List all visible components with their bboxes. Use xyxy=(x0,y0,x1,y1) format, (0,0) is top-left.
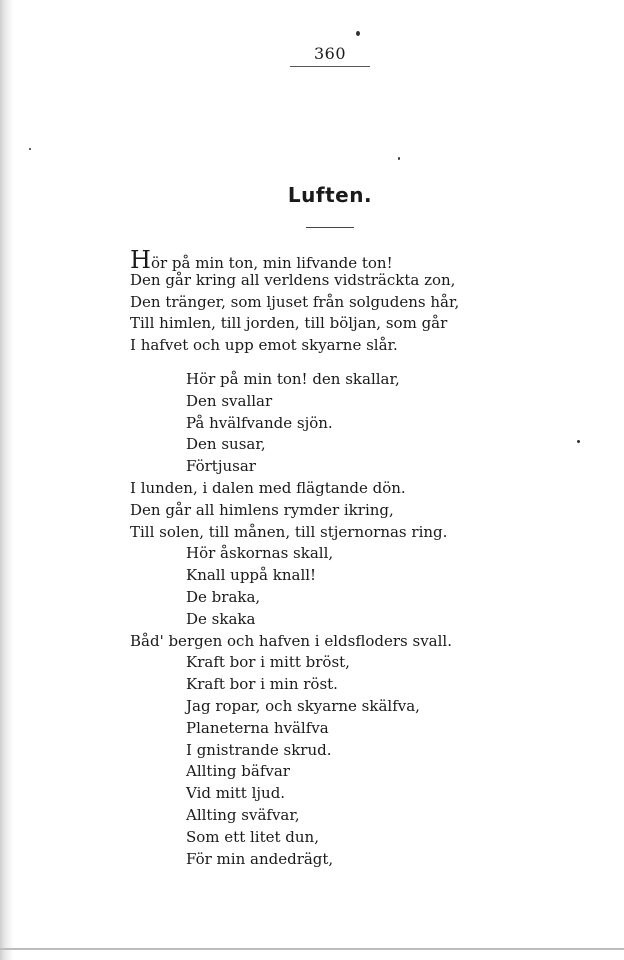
poem-line: Den susar, xyxy=(186,435,266,454)
page-number-rule xyxy=(290,66,370,67)
page-binding-edge xyxy=(0,0,14,960)
poem-line: De braka, xyxy=(186,587,261,606)
poem-line: Kraft bor i mitt bröst, xyxy=(186,653,350,672)
poem-first-line xyxy=(130,246,600,274)
poem-line: Kraft bor i min röst. xyxy=(186,675,338,694)
poem-line: Den går all himlens rymder ikring, xyxy=(130,500,394,519)
poem-line: Jag ropar, och skyarne skälfva, xyxy=(186,696,420,715)
poem-line: För min andedrägt, xyxy=(186,849,334,868)
poem-lines xyxy=(130,270,600,871)
poem-line: Hör på min ton! den skallar, xyxy=(186,369,400,388)
poem-line: På hvälfvande sjön. xyxy=(186,413,333,432)
poem-line: Den går kring all verldens vidsträckta zon, xyxy=(130,270,456,289)
first-line-text: ör på min ton, min lifvande ton! xyxy=(150,254,393,272)
poem-line: Den tränger, som ljuset från solgudens hår, xyxy=(130,292,460,311)
poem-line: Som ett litet dun, xyxy=(186,827,319,846)
poem-line: Planeterna hvälfva xyxy=(186,718,329,737)
poem-line: Allting sväfvar, xyxy=(186,805,300,824)
poem-body xyxy=(130,248,600,870)
page-number: 360 xyxy=(313,44,347,63)
poem-line: Knall uppå knall! xyxy=(186,566,317,585)
poem-line: Till solen, till månen, till stjernornas ring. xyxy=(130,522,448,541)
title-rule xyxy=(306,227,354,228)
poem-line: I hafvet och upp emot skyarne slår. xyxy=(130,336,398,355)
poem-line: I lunden, i dalen med flägtande dön. xyxy=(130,478,406,497)
poem-line: I gnistrande skrud. xyxy=(186,740,332,759)
ink-speck xyxy=(29,148,31,150)
poem-line: Hör åskornas skall, xyxy=(186,544,334,563)
ink-speck xyxy=(356,31,360,36)
poem-line: Den svallar xyxy=(186,391,273,410)
poem-line: Båd' bergen och hafven i eldsfloders svall. xyxy=(130,631,452,650)
page-bottom-edge xyxy=(0,948,624,950)
poem-line: De skaka xyxy=(186,609,256,628)
ink-speck xyxy=(577,440,580,443)
poem-line: Allting bäfvar xyxy=(186,762,290,781)
poem-line: Förtjusar xyxy=(186,457,256,476)
poem-title: Luften. xyxy=(287,183,373,207)
drop-cap: H xyxy=(130,246,151,274)
poem-line: Vid mitt ljud. xyxy=(186,784,286,803)
poem-line: Till himlen, till jorden, till böljan, som går xyxy=(130,314,448,333)
ink-speck xyxy=(398,157,400,160)
